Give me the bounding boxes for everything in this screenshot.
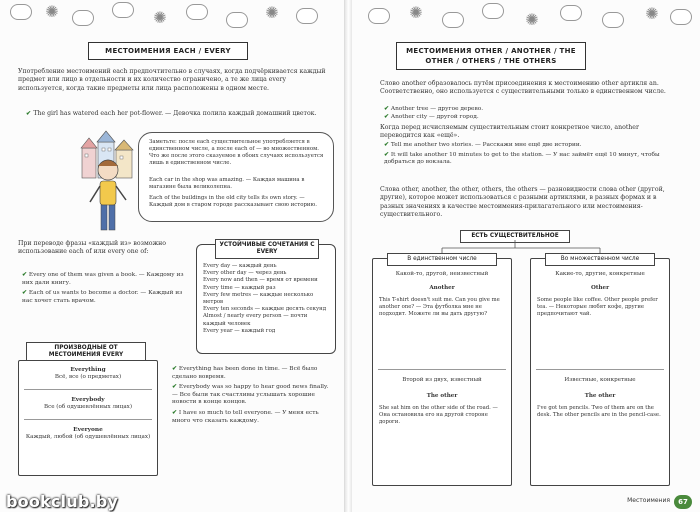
singular-sub2: Второй из двух, известный: [402, 377, 482, 383]
cloud-icon: [368, 8, 390, 24]
page-title-each-every: МЕСТОИМЕНИЯ EACH / EVERY: [88, 42, 248, 60]
derived-meaning: Каждый, любой (об одушевлённых лицах): [25, 434, 151, 441]
plural-example2: I've got ten pencils. Two of them are on the desk. The other pencils are in the pencil-case.: [537, 405, 661, 418]
cloud-icon: [670, 9, 692, 25]
list-item-text: Another city — другой город.: [390, 113, 479, 120]
bubble-example-1: Each car in the shop was amazing. — Каждая машина в магазине была великолепна.: [149, 177, 305, 190]
plural-sub2: Известные, конкретные: [564, 377, 636, 383]
cloud-icon: [442, 12, 464, 28]
list-item: ✔ Every one of them was given a book. — Каждому из них дали книгу.: [22, 272, 184, 286]
list-item: ✔ Everybody was so happy to hear good news finally. — Все были так счастливы услышать хорошие новости в конце концов.: [172, 384, 329, 406]
cloud-icon: [560, 5, 582, 21]
plural-word1: Other: [590, 285, 610, 291]
translation-paragraph: При переводе фразы «каждый из» возможно использование each of или every one of:: [18, 240, 167, 256]
singular-header: В единственном числе: [387, 253, 497, 266]
singular-word2: The other: [426, 393, 458, 399]
speech-bubble-note: [138, 132, 334, 222]
list-item: ✔ Everything has been done in time. — Всё было сделано вовремя.: [172, 366, 318, 380]
singular-example2: She sat him on the other side of the road. — Она остановила его на другой стороне дороги.: [379, 405, 498, 425]
singular-column: [372, 258, 512, 486]
list-item-text: Everybody was so happy to hear good news finally. — Все были так счастливы услышать хорошие новости в конце концов.: [172, 384, 329, 406]
list-item: Almost / nearly every person — почти каждый человек: [203, 313, 308, 327]
list-item: ✔ It will take another 10 minutes to get to the station. — У нас займёт ещё 10 минут, чтобы добраться до вокзала.: [384, 151, 660, 166]
cloud-icon: [226, 12, 248, 28]
bubble-example-2: Each of the buildings in the old city tells its own story. — Каждый дом в старом городе рассказывает свою историю.: [149, 195, 317, 208]
list-item: ✔ Each of us wants to become a doctor. — Каждый из нас хочет стать врачом.: [22, 290, 183, 304]
derived-meaning: Всё, все (о предметах): [54, 374, 122, 381]
derived-box: [18, 360, 158, 476]
derived-meaning: Все (об одушевлённых лицах): [43, 404, 133, 411]
example-paragraph: ✔ The girl has watered each her pot-flower. — Девочка полила каждый домашний цветок.: [26, 110, 317, 117]
cloud-icon: [602, 12, 624, 28]
derived-everything: [25, 367, 151, 381]
list-item: Every day — каждый день: [203, 263, 277, 269]
list-item: ✔ Tell me another two stories. — Расскажи мне ещё две истории.: [384, 142, 582, 148]
list-item-text: Each of us wants to become a doctor. — Каждый из нас хочет стать врачом.: [22, 290, 183, 304]
derived-title: ПРОИЗВОДНЫЕ ОТ МЕСТОИМЕНИЯ EVERY: [26, 342, 146, 362]
plural-word2: The other: [584, 393, 616, 399]
divider: [24, 389, 152, 390]
list-item: Every year — каждый год: [203, 327, 276, 334]
list-item-text: It will take another 10 minutes to get to the station. — У нас займёт ещё 10 минут, чтобы добраться до вокзала.: [384, 151, 660, 166]
derived-word: Everybody: [71, 397, 105, 403]
star-icon: ✺: [645, 4, 659, 23]
cloud-icon: [112, 2, 134, 18]
derived-everyone: [25, 427, 151, 441]
derived-word: Everyone: [73, 427, 103, 433]
plural-example1: Some people like coffee. Other people prefer tea. — Некоторые любят кофе, другие предпочитают чай.: [537, 297, 658, 317]
list-item: ✔ Another tree — другое дерево.: [384, 106, 484, 112]
page-number: 67: [674, 495, 692, 509]
plural-column: [530, 258, 670, 486]
phrases-box: [196, 244, 336, 354]
list-item-text: Every one of them was given a book. — Каждому из них дали книгу.: [22, 272, 184, 286]
singular-word1: Another: [429, 285, 455, 291]
singular-example1: This T-shirt doesn't suit me. Can you give me another one? — Эта футболка мне не подходит. Можете ли вы дать другую?: [379, 297, 500, 317]
cloud-border-decoration: [0, 0, 344, 34]
plural-sub1: Какие-то, другие, конкретные: [555, 271, 645, 277]
examples-list-2: [384, 142, 680, 167]
left-page: [0, 0, 345, 512]
phrases-box-title: УСТОЙЧИВЫЕ СОЧЕТАНИЯ С EVERY: [215, 239, 319, 259]
brand-watermark: bookclub.by: [6, 492, 119, 511]
list-item: ✔ Another city — другой город.: [384, 113, 479, 120]
page-title-other: МЕСТОИМЕНИЯ OTHER / ANOTHER / THE OTHER / OTHERS / THE OTHERS: [396, 42, 586, 70]
list-item: Every few metres — каждые несколько метров: [203, 291, 314, 306]
intro-paragraph: Употребление местоимений each предпочтительно в случаях, когда подчёркивается каждый предмет или лицо в отдельности и их количество ограничено, а те же лица every используется, когда такие предметы или лица расположены в одном месте.: [18, 68, 326, 92]
star-icon: ✺: [153, 8, 167, 27]
divider: [378, 369, 506, 370]
examples-list-2: [172, 366, 332, 425]
intro-paragraph: Слово another образовалось путём присоединения к местоимению other артикля an. Соответственно, оно используется с существительными только в единственном числе.: [380, 80, 666, 96]
section-label: Местоимения: [627, 497, 670, 504]
examples-list: [22, 272, 192, 305]
derived-everybody: [25, 397, 151, 411]
bubble-note-1: Заметьте: после each существительное употребляется в единственном числе, а после each of — во множественном. Что же после этого сказуемое в обоих случаях используется лишь в единственном числе.: [149, 139, 324, 166]
list-item: Every other day — через день: [203, 270, 287, 277]
phrases-list: [203, 263, 331, 335]
forms-paragraph: Слова other, another, the other, others, the others — разновидности слова other (другой, другие), которое может использоваться с разными артиклями, в разных формах и в разных значениях в качестве местоимения-прилагательного или местоимения-существительного.: [380, 186, 665, 218]
star-icon: ✺: [409, 3, 423, 22]
cloud-icon: [186, 4, 208, 20]
cloud-icon: [72, 10, 94, 26]
list-item-text: Another tree — другое дерево.: [390, 106, 484, 112]
tree-root: ЕСТЬ СУЩЕСТВИТЕЛЬНОЕ: [460, 230, 570, 243]
plural-header: Во множественном числе: [545, 253, 655, 266]
cloud-icon: [10, 4, 32, 20]
examples-list: [384, 106, 674, 121]
list-item-text: Tell me another two stories. — Расскажи мне ещё две истории.: [390, 142, 582, 148]
cloud-icon: [296, 8, 318, 24]
star-icon: ✺: [265, 3, 279, 22]
derived-word: Everything: [70, 367, 106, 373]
list-item-text: I have so much to tell everyone. — У меня есть много что сказать каждому.: [172, 409, 319, 424]
list-item-text: Everything has been done in time. — Всё было сделано вовремя.: [172, 366, 318, 380]
divider: [536, 369, 664, 370]
list-item: Every time — каждый раз: [203, 284, 276, 291]
divider: [24, 419, 152, 420]
star-icon: ✺: [45, 2, 59, 21]
example-text: The girl has watered each her pot-flower. — Девочка полила каждый домашний цветок.: [33, 110, 317, 117]
star-icon: ✺: [525, 10, 539, 29]
book-spine: [345, 0, 352, 512]
singular-sub1: Какой-то, другой, неизвестный: [395, 271, 489, 277]
list-item: ✔ I have so much to tell everyone. — У меня есть много что сказать каждому.: [172, 409, 319, 424]
right-page: [352, 0, 700, 512]
rule-paragraph: Когда перед исчисляемым существительным стоит конкретное число, another переводится как «ещё».: [380, 124, 639, 140]
list-item: Every now and then — время от времени: [203, 277, 318, 284]
cloud-icon: [482, 3, 504, 19]
list-item: Every ten seconds — каждые десять секунд: [203, 306, 327, 313]
cloud-border-decoration: [352, 0, 700, 34]
